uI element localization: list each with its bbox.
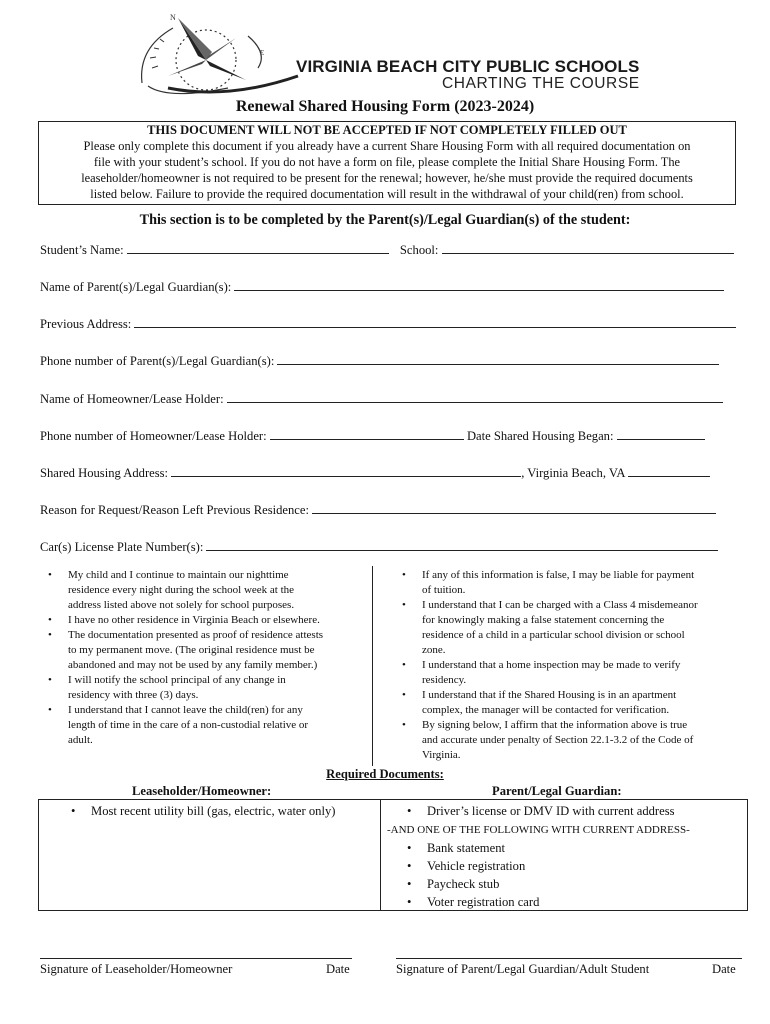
homeowner-phone-input[interactable]: [270, 429, 464, 440]
city-state-label: , Virginia Beach, VA: [521, 466, 625, 480]
notice-line: file with your student’s school. If you do not have a form on file, please complete the Initial Share Housing Form. The: [93, 155, 681, 169]
leaseholder-date-label: Date: [326, 962, 350, 976]
leaseholder-heading: Leaseholder/Homeowner:: [132, 784, 272, 798]
notice-line: leaseholder/homeowner is not required to be present for the renewal; however, he/she must provide the required documents: [81, 171, 693, 185]
bullet-line: • By signing below, I affirm that the information above is true: [422, 719, 688, 731]
bullet-line: residence of a child in a particular school division or school: [422, 629, 685, 641]
school-label: School:: [399, 243, 439, 257]
bullet-line: residency with three (3) days.: [68, 689, 199, 701]
list-item: [394, 718, 754, 763]
student-name-label: Student’s Name:: [40, 243, 124, 257]
parent-docs: [381, 802, 747, 911]
reason-label: Reason for Request/Reason Left Previous Residence:: [40, 503, 309, 517]
date-began-label: Date Shared Housing Began:: [466, 429, 614, 443]
notice-box: [38, 121, 736, 205]
shared-address-input[interactable]: [171, 466, 521, 477]
notice-line: Please only complete this document if you already have a current Share Housing Form with all required documentation on: [83, 139, 691, 153]
homeowner-name-input[interactable]: [227, 392, 723, 403]
parent-phone-label: Phone number of Parent(s)/Legal Guardian(s):: [40, 354, 275, 368]
bullet-line: • My child and I continue to maintain our nighttime: [68, 569, 289, 581]
homeowner-name-row: [40, 392, 723, 407]
bullet-line: residency.: [422, 674, 467, 686]
compass-rose-icon: [128, 8, 303, 106]
shared-address-row: [40, 466, 710, 481]
parent-signature-line[interactable]: [396, 958, 742, 959]
section-heading: This section is to be completed by the Parent(s)/Legal Guardian(s) of the student:: [139, 212, 631, 228]
parent-name-label: Name of Parent(s)/Legal Guardian(s):: [40, 280, 232, 294]
parent-name-row: [40, 280, 724, 295]
or-instruction: -AND ONE OF THE FOLLOWING WITH CURRENT ADDRESS-: [387, 824, 690, 836]
homeowner-phone-row: [40, 429, 705, 444]
org-name: VIRGINIA BEACH CITY PUBLIC SCHOOLS: [296, 57, 640, 76]
notice-line: listed below. Failure to provide the required documentation will result in the withdrawal of your child(ren) from school.: [90, 187, 684, 201]
list-item: • Bank statement: [427, 839, 747, 857]
license-plate-row: [40, 540, 718, 555]
reason-row: [40, 503, 716, 518]
bullet-line: • I will notify the school principal of any change in: [68, 674, 286, 686]
parent-phone-input[interactable]: [277, 354, 719, 365]
required-documents-heading: Required Documents:: [326, 767, 444, 781]
parent-date-label: Date: [712, 962, 736, 976]
svg-text:E: E: [260, 49, 265, 57]
bullet-line: zone.: [422, 644, 446, 656]
parent-name-input[interactable]: [234, 280, 724, 291]
previous-address-label: Previous Address:: [40, 317, 132, 331]
svg-text:N: N: [170, 13, 176, 22]
list-item: [394, 688, 754, 718]
bullet-line: • If any of this information is false, I may be liable for payment: [422, 569, 695, 581]
list-item: [40, 673, 370, 703]
notice-body: [39, 138, 735, 202]
previous-address-row: [40, 317, 736, 332]
list-item: • Voter registration card: [427, 893, 747, 911]
list-item: • Vehicle registration: [427, 857, 747, 875]
list-item: [394, 568, 754, 598]
bullet-line: adult.: [68, 734, 93, 746]
zip-input[interactable]: [628, 466, 710, 477]
bullet-line: abandoned and may not be used by any family member.): [68, 659, 318, 671]
bullet-line: • The documentation presented as proof of residence attests: [68, 629, 324, 641]
list-item: [394, 598, 754, 658]
student-name-row: [40, 243, 734, 258]
list-item: • Paycheck stub: [427, 875, 747, 893]
affirmations-right: [394, 568, 754, 763]
bullet-line: • I understand that I can be charged with a Class 4 misdemeanor: [422, 599, 698, 611]
parent-phone-row: [40, 354, 719, 369]
bullet-line: Virginia.: [422, 749, 461, 761]
leaseholder-signature-label: Signature of Leaseholder/Homeowner: [40, 962, 233, 976]
bullet-line: of tuition.: [422, 584, 466, 596]
homeowner-name-label: Name of Homeowner/Lease Holder:: [40, 392, 224, 406]
license-plate-input[interactable]: [206, 540, 718, 551]
list-item: [40, 628, 370, 673]
required-documents-table: [38, 799, 748, 911]
bullet-line: for knowingly making a false statement concerning the: [422, 614, 665, 626]
list-item: [40, 613, 370, 628]
form-title: Renewal Shared Housing Form (2023-2024): [235, 98, 535, 115]
bullet-line: • I understand that I cannot leave the child(ren) for any: [68, 704, 303, 716]
list-item: [40, 568, 370, 613]
parent-signature-label: Signature of Parent/Legal Guardian/Adult Student: [396, 962, 650, 976]
leaseholder-docs: [39, 802, 379, 820]
list-item: [40, 703, 370, 748]
homeowner-phone-label: Phone number of Homeowner/Lease Holder:: [40, 429, 267, 443]
student-name-input[interactable]: [127, 243, 389, 254]
list-item: • Driver’s license or DMV ID with current address: [427, 802, 747, 820]
list-item: [394, 658, 754, 688]
org-tagline: CHARTING THE COURSE: [442, 75, 640, 92]
affirmations-left: [40, 568, 370, 748]
notice-heading: THIS DOCUMENT WILL NOT BE ACCEPTED IF NOT COMPLETELY FILLED OUT: [147, 123, 627, 137]
bullet-line: complex, the manager will be contacted for verification.: [422, 704, 670, 716]
leaseholder-signature-line[interactable]: [40, 958, 352, 959]
parent-heading: Parent/Legal Guardian:: [492, 784, 622, 798]
bullet-line: address listed above not solely for school purposes.: [68, 599, 295, 611]
school-input[interactable]: [442, 243, 734, 254]
bullet-line: to my permanent move. (The original residence must be: [68, 644, 315, 656]
bullet-line: length of time in the care of a non-custodial relative or: [68, 719, 309, 731]
bullet-line: residence every night during the school week at the: [68, 584, 295, 596]
column-divider: [372, 566, 373, 766]
bullet-line: and accurate under penalty of Section 22.1-3.2 of the Code of: [422, 734, 694, 746]
school-logo: [128, 8, 648, 106]
license-plate-label: Car(s) License Plate Number(s):: [40, 540, 204, 554]
bullet-line: • I understand that if the Shared Housing is in an apartment: [422, 689, 677, 701]
bullet-line: • I understand that a home inspection may be made to verify: [422, 659, 681, 671]
bullet-line: • I have no other residence in Virginia Beach or elsewhere.: [68, 614, 320, 626]
date-began-input[interactable]: [617, 429, 705, 440]
shared-address-label: Shared Housing Address:: [40, 466, 169, 480]
previous-address-input[interactable]: [134, 317, 736, 328]
reason-input[interactable]: [312, 503, 716, 514]
list-item: • Most recent utility bill (gas, electric, water only): [91, 802, 379, 820]
